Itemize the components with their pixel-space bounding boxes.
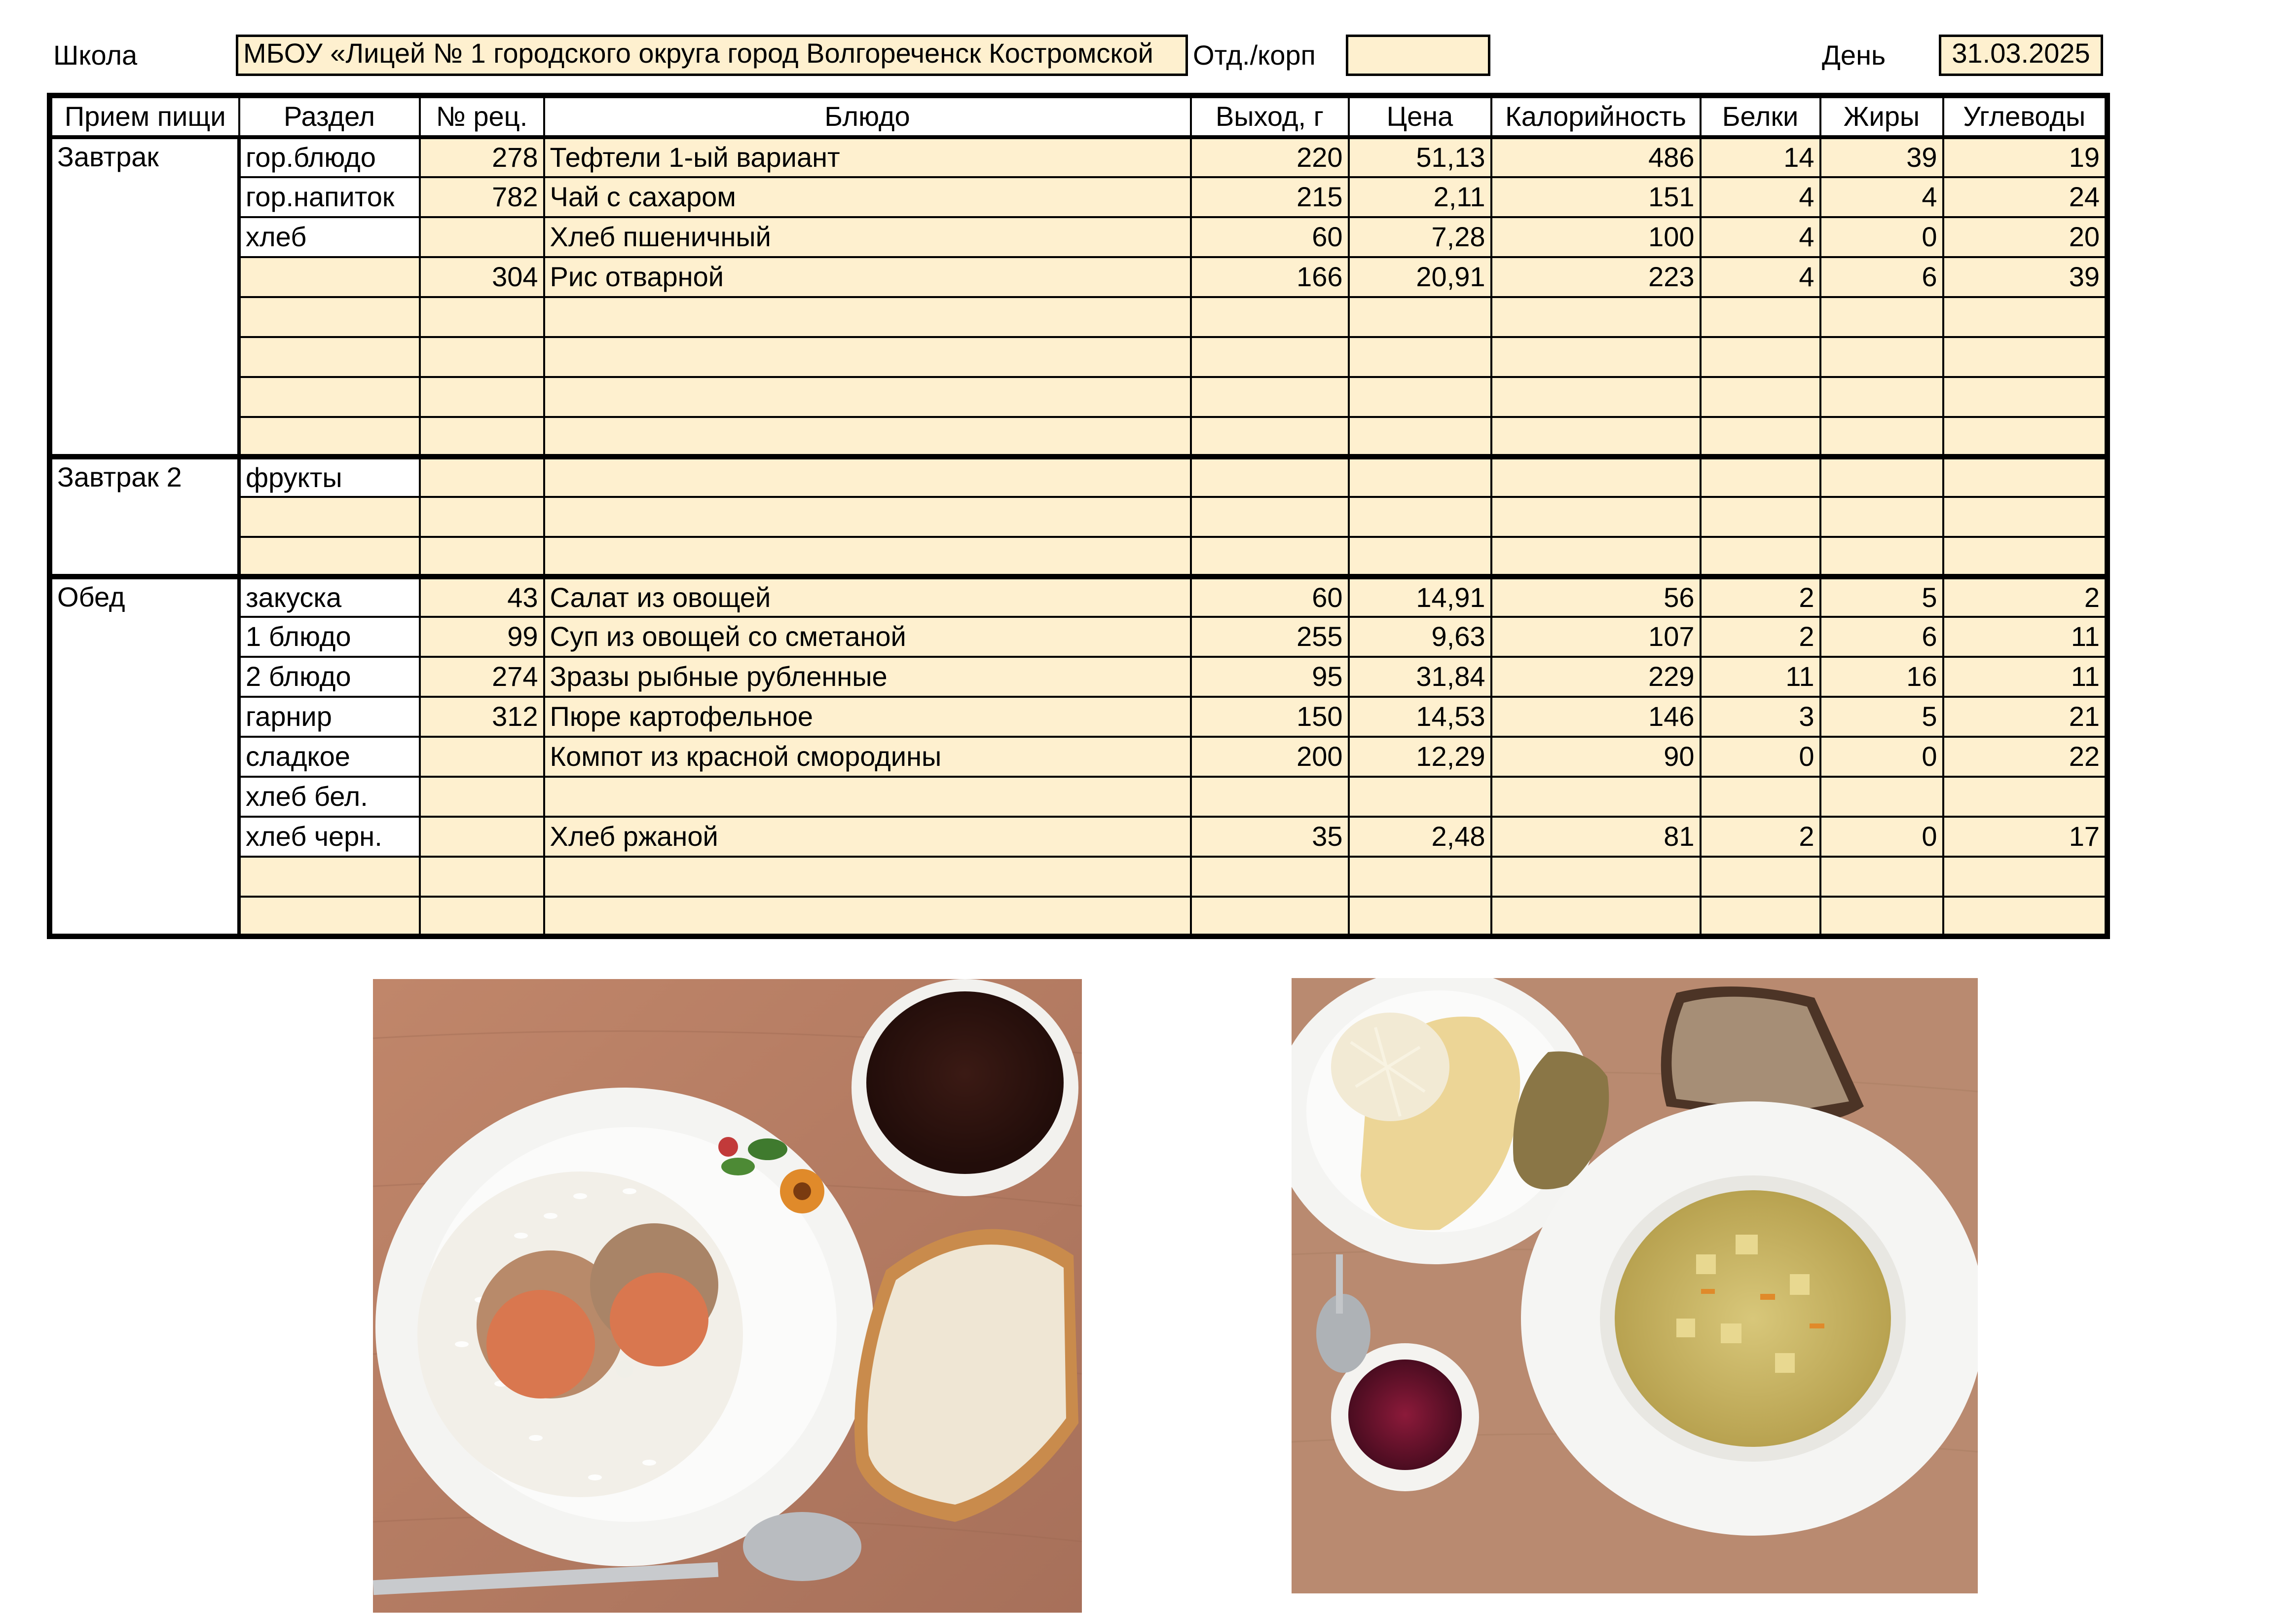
fat-cell[interactable] (1820, 777, 1943, 817)
dish-cell[interactable]: Хлеб ржаной (544, 817, 1191, 857)
protein-cell[interactable] (1701, 857, 1820, 897)
price-cell[interactable] (1349, 777, 1491, 817)
recipe-cell[interactable] (420, 497, 544, 537)
carbs-cell[interactable] (1943, 497, 2108, 537)
carbs-cell[interactable] (1943, 897, 2108, 937)
weight-cell[interactable] (1191, 457, 1349, 497)
carbs-cell[interactable]: 24 (1943, 177, 2108, 217)
recipe-cell[interactable]: 274 (420, 657, 544, 697)
protein-cell[interactable] (1701, 377, 1820, 417)
weight-cell[interactable] (1191, 417, 1349, 457)
weight-cell[interactable] (1191, 497, 1349, 537)
kcal-cell[interactable] (1491, 297, 1701, 337)
section-cell[interactable]: закуска (239, 577, 420, 617)
menu-table (47, 93, 2110, 939)
kcal-cell[interactable] (1491, 377, 1701, 417)
col-header-carbs: Углеводы (1943, 96, 2108, 137)
carbs-cell[interactable] (1943, 417, 2108, 457)
section-cell[interactable] (239, 857, 420, 897)
protein-cell[interactable]: 3 (1701, 697, 1820, 737)
carbs-cell[interactable]: 21 (1943, 697, 2108, 737)
protein-cell[interactable] (1701, 457, 1820, 497)
dish-cell[interactable] (544, 777, 1191, 817)
kcal-cell[interactable] (1491, 537, 1701, 577)
protein-cell[interactable] (1701, 897, 1820, 937)
weight-cell[interactable] (1191, 857, 1349, 897)
protein-cell[interactable]: 4 (1701, 217, 1820, 257)
kcal-cell[interactable]: 81 (1491, 817, 1701, 857)
recipe-cell[interactable]: 99 (420, 617, 544, 657)
protein-cell[interactable] (1701, 417, 1820, 457)
fat-cell[interactable]: 0 (1820, 737, 1943, 777)
fat-cell[interactable]: 0 (1820, 217, 1943, 257)
table-row (50, 897, 2108, 937)
recipe-cell[interactable]: 312 (420, 697, 544, 737)
price-cell[interactable]: 9,63 (1349, 617, 1491, 657)
carbs-cell[interactable] (1943, 537, 2108, 577)
table-header-row (50, 96, 2108, 137)
section-cell[interactable] (239, 537, 420, 577)
table-row (50, 537, 2108, 577)
carbs-cell[interactable]: 20 (1943, 217, 2108, 257)
table-row (50, 297, 2108, 337)
price-cell[interactable] (1349, 337, 1491, 377)
fat-cell[interactable] (1820, 457, 1943, 497)
protein-cell[interactable]: 4 (1701, 257, 1820, 297)
table-row (50, 617, 2108, 657)
dish-cell[interactable]: Чай с сахаром (544, 177, 1191, 217)
col-header-fat: Жиры (1820, 96, 1943, 137)
weight-cell[interactable] (1191, 297, 1349, 337)
weight-cell[interactable]: 95 (1191, 657, 1349, 697)
branch-label: Отд./корп (1193, 39, 1316, 71)
recipe-cell[interactable]: 278 (420, 137, 544, 177)
kcal-cell[interactable]: 229 (1491, 657, 1701, 697)
protein-cell[interactable] (1701, 537, 1820, 577)
table-row (50, 257, 2108, 297)
kcal-cell[interactable] (1491, 777, 1701, 817)
section-cell[interactable]: фрукты (239, 457, 420, 497)
recipe-cell[interactable]: 782 (420, 177, 544, 217)
carbs-cell[interactable] (1943, 377, 2108, 417)
table-row (50, 817, 2108, 857)
table-row (50, 497, 2108, 537)
kcal-cell[interactable]: 151 (1491, 177, 1701, 217)
table-row (50, 377, 2108, 417)
lunch-photo-image (1292, 978, 1978, 1593)
carbs-cell[interactable]: 2 (1943, 577, 2108, 617)
school-label: Школа (53, 39, 138, 71)
recipe-cell[interactable] (420, 457, 544, 497)
dish-cell[interactable] (544, 857, 1191, 897)
weight-cell[interactable]: 60 (1191, 217, 1349, 257)
table-row (50, 737, 2108, 777)
price-cell[interactable] (1349, 537, 1491, 577)
dish-cell[interactable] (544, 377, 1191, 417)
protein-cell[interactable]: 4 (1701, 177, 1820, 217)
branch-field[interactable] (1346, 35, 1490, 76)
section-cell[interactable] (239, 417, 420, 457)
fat-cell[interactable]: 6 (1820, 257, 1943, 297)
section-cell[interactable]: гор.напиток (239, 177, 420, 217)
table-row (50, 137, 2108, 177)
weight-cell[interactable]: 166 (1191, 257, 1349, 297)
table-row (50, 337, 2108, 377)
dish-cell[interactable]: Салат из овощей (544, 577, 1191, 617)
lunch-photo (1292, 978, 1978, 1593)
dish-cell[interactable]: Хлеб пшеничный (544, 217, 1191, 257)
recipe-cell[interactable] (420, 817, 544, 857)
recipe-cell[interactable] (420, 897, 544, 937)
dish-cell[interactable]: Тефтели 1-ый вариант (544, 137, 1191, 177)
section-cell[interactable]: хлеб бел. (239, 777, 420, 817)
price-cell[interactable]: 12,29 (1349, 737, 1491, 777)
dish-cell[interactable]: Суп из овощей со сметаной (544, 617, 1191, 657)
price-cell[interactable]: 7,28 (1349, 217, 1491, 257)
price-cell[interactable]: 20,91 (1349, 257, 1491, 297)
carbs-cell[interactable] (1943, 857, 2108, 897)
carbs-cell[interactable]: 39 (1943, 257, 2108, 297)
protein-cell[interactable] (1701, 297, 1820, 337)
kcal-cell[interactable] (1491, 497, 1701, 537)
section-cell[interactable] (239, 297, 420, 337)
dish-cell[interactable] (544, 417, 1191, 457)
recipe-cell[interactable]: 43 (420, 577, 544, 617)
protein-cell[interactable]: 2 (1701, 817, 1820, 857)
recipe-cell[interactable] (420, 217, 544, 257)
dish-cell[interactable] (544, 337, 1191, 377)
fat-cell[interactable] (1820, 297, 1943, 337)
dish-cell[interactable] (544, 497, 1191, 537)
carbs-cell[interactable] (1943, 777, 2108, 817)
dish-cell[interactable] (544, 457, 1191, 497)
recipe-cell[interactable] (420, 337, 544, 377)
protein-cell[interactable]: 2 (1701, 577, 1820, 617)
col-header-section: Раздел (239, 96, 420, 137)
price-cell[interactable] (1349, 377, 1491, 417)
price-cell[interactable] (1349, 897, 1491, 937)
price-cell[interactable] (1349, 297, 1491, 337)
fat-cell[interactable] (1820, 497, 1943, 537)
recipe-cell[interactable] (420, 777, 544, 817)
fat-cell[interactable]: 39 (1820, 137, 1943, 177)
protein-cell[interactable]: 11 (1701, 657, 1820, 697)
price-cell[interactable]: 14,91 (1349, 577, 1491, 617)
section-cell[interactable]: сладкое (239, 737, 420, 777)
table-row (50, 177, 2108, 217)
protein-cell[interactable] (1701, 777, 1820, 817)
table-row (50, 577, 2108, 617)
table-row (50, 657, 2108, 697)
table-row (50, 777, 2108, 817)
weight-cell[interactable] (1191, 777, 1349, 817)
price-cell[interactable] (1349, 457, 1491, 497)
dish-cell[interactable]: Пюре картофельное (544, 697, 1191, 737)
kcal-cell[interactable] (1491, 857, 1701, 897)
weight-cell[interactable]: 255 (1191, 617, 1349, 657)
dish-cell[interactable]: Рис отварной (544, 257, 1191, 297)
weight-cell[interactable]: 35 (1191, 817, 1349, 857)
dish-cell[interactable]: Компот из красной смородины (544, 737, 1191, 777)
table-row (50, 217, 2108, 257)
weight-cell[interactable]: 60 (1191, 577, 1349, 617)
kcal-cell[interactable]: 486 (1491, 137, 1701, 177)
section-cell[interactable] (239, 337, 420, 377)
carbs-cell[interactable] (1943, 297, 2108, 337)
day-field[interactable]: 31.03.2025 (1939, 35, 2103, 76)
section-cell[interactable]: гарнир (239, 697, 420, 737)
carbs-cell[interactable]: 22 (1943, 737, 2108, 777)
protein-cell[interactable]: 0 (1701, 737, 1820, 777)
meal-cell: Завтрак (50, 137, 239, 457)
carbs-cell[interactable]: 11 (1943, 657, 2108, 697)
col-header-protein: Белки (1701, 96, 1820, 137)
weight-cell[interactable]: 200 (1191, 737, 1349, 777)
carbs-cell[interactable]: 19 (1943, 137, 2108, 177)
table-row (50, 457, 2108, 497)
recipe-cell[interactable] (420, 737, 544, 777)
recipe-cell[interactable] (420, 417, 544, 457)
fat-cell[interactable]: 0 (1820, 817, 1943, 857)
fat-cell[interactable] (1820, 537, 1943, 577)
price-cell[interactable] (1349, 857, 1491, 897)
section-cell[interactable] (239, 377, 420, 417)
protein-cell[interactable]: 14 (1701, 137, 1820, 177)
recipe-cell[interactable] (420, 537, 544, 577)
price-cell[interactable]: 31,84 (1349, 657, 1491, 697)
weight-cell[interactable] (1191, 337, 1349, 377)
meal-cell: Завтрак 2 (50, 457, 239, 577)
carbs-cell[interactable] (1943, 457, 2108, 497)
protein-cell[interactable] (1701, 497, 1820, 537)
kcal-cell[interactable]: 107 (1491, 617, 1701, 657)
dish-cell[interactable]: Зразы рыбные рубленные (544, 657, 1191, 697)
dish-cell[interactable] (544, 897, 1191, 937)
kcal-cell[interactable]: 223 (1491, 257, 1701, 297)
breakfast-photo-image (373, 979, 1082, 1613)
fat-cell[interactable]: 16 (1820, 657, 1943, 697)
fat-cell[interactable]: 5 (1820, 577, 1943, 617)
fat-cell[interactable] (1820, 337, 1943, 377)
fat-cell[interactable]: 6 (1820, 617, 1943, 657)
weight-cell[interactable]: 150 (1191, 697, 1349, 737)
col-header-price: Цена (1349, 96, 1491, 137)
weight-cell[interactable]: 215 (1191, 177, 1349, 217)
table-row (50, 697, 2108, 737)
kcal-cell[interactable]: 90 (1491, 737, 1701, 777)
section-cell[interactable]: 2 блюдо (239, 657, 420, 697)
col-header-weight: Выход, г (1191, 96, 1349, 137)
breakfast-photo (373, 979, 1082, 1613)
section-cell[interactable]: 1 блюдо (239, 617, 420, 657)
recipe-cell[interactable] (420, 857, 544, 897)
fat-cell[interactable]: 5 (1820, 697, 1943, 737)
kcal-cell[interactable]: 56 (1491, 577, 1701, 617)
meal-cell: Обед (50, 577, 239, 937)
fat-cell[interactable] (1820, 417, 1943, 457)
section-cell[interactable]: хлеб (239, 217, 420, 257)
section-cell[interactable]: гор.блюдо (239, 137, 420, 177)
col-header-kcal: Калорийность (1491, 96, 1701, 137)
kcal-cell[interactable] (1491, 337, 1701, 377)
table-row (50, 417, 2108, 457)
carbs-cell[interactable] (1943, 337, 2108, 377)
price-cell[interactable]: 51,13 (1349, 137, 1491, 177)
price-cell[interactable] (1349, 417, 1491, 457)
weight-cell[interactable] (1191, 897, 1349, 937)
recipe-cell[interactable]: 304 (420, 257, 544, 297)
table-row (50, 857, 2108, 897)
price-cell[interactable] (1349, 497, 1491, 537)
section-cell[interactable] (239, 257, 420, 297)
kcal-cell[interactable] (1491, 457, 1701, 497)
kcal-cell[interactable] (1491, 417, 1701, 457)
fat-cell[interactable] (1820, 857, 1943, 897)
protein-cell[interactable] (1701, 337, 1820, 377)
kcal-cell[interactable] (1491, 897, 1701, 937)
carbs-cell[interactable]: 11 (1943, 617, 2108, 657)
protein-cell[interactable]: 2 (1701, 617, 1820, 657)
fat-cell[interactable] (1820, 377, 1943, 417)
col-header-dish: Блюдо (544, 96, 1191, 137)
price-cell[interactable]: 2,48 (1349, 817, 1491, 857)
recipe-cell[interactable] (420, 297, 544, 337)
col-header-meal: Прием пищи (50, 96, 239, 137)
fat-cell[interactable]: 4 (1820, 177, 1943, 217)
menu-table-body (50, 137, 2108, 937)
recipe-cell[interactable] (420, 377, 544, 417)
carbs-cell[interactable]: 17 (1943, 817, 2108, 857)
day-label: День (1822, 39, 1886, 71)
section-cell[interactable]: хлеб черн. (239, 817, 420, 857)
price-cell[interactable]: 14,53 (1349, 697, 1491, 737)
price-cell[interactable]: 2,11 (1349, 177, 1491, 217)
section-cell[interactable] (239, 897, 420, 937)
kcal-cell[interactable]: 100 (1491, 217, 1701, 257)
dish-cell[interactable] (544, 297, 1191, 337)
dish-cell[interactable] (544, 537, 1191, 577)
weight-cell[interactable] (1191, 377, 1349, 417)
school-name-field[interactable]: МБОУ «Лицей № 1 городского округа город Волгореченск Костромской (236, 35, 1188, 76)
kcal-cell[interactable]: 146 (1491, 697, 1701, 737)
fat-cell[interactable] (1820, 897, 1943, 937)
col-header-recipe: № рец. (420, 96, 544, 137)
section-cell[interactable] (239, 497, 420, 537)
weight-cell[interactable]: 220 (1191, 137, 1349, 177)
weight-cell[interactable] (1191, 537, 1349, 577)
